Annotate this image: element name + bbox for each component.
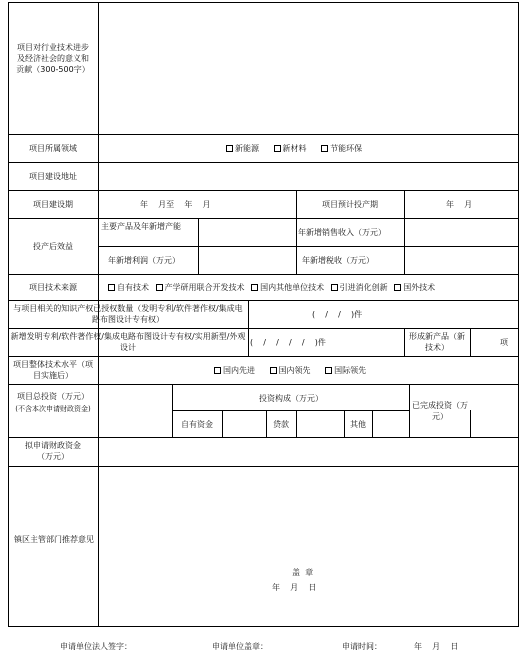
address-input[interactable] xyxy=(100,164,516,189)
main-products-label: 主要产品及年新增产能 xyxy=(101,222,181,231)
significance-input-area[interactable] xyxy=(100,4,516,132)
field-label: 项目所属领域 xyxy=(29,144,77,153)
checkbox-icon[interactable] xyxy=(214,367,221,374)
profit-input[interactable] xyxy=(200,248,294,273)
ip-label: 与项目相关的知识产权已授权数量（发明专利/软件著作权/集成电路布图设计专有权） xyxy=(13,304,243,324)
checkbox-icon[interactable] xyxy=(108,284,115,291)
tech-level-label: 项目整体技术水平（项目实施后） xyxy=(13,360,93,380)
seal-date: 年 月 日 xyxy=(272,583,317,592)
checkbox-icon[interactable] xyxy=(274,145,281,152)
tax-label: 年新增税收（万元） xyxy=(302,256,374,265)
tech-source-option-domestic[interactable]: 国内其他单位技术 xyxy=(251,282,324,293)
new-products-label: 形成新产品（新技术） xyxy=(409,332,465,352)
tech-level-option-international-leading[interactable]: 国际领先 xyxy=(325,365,366,376)
composition-label: 投资构成（万元） xyxy=(259,394,323,403)
checkbox-icon[interactable] xyxy=(325,367,332,374)
completed-label: 已完成投资（万元） xyxy=(412,401,468,421)
fiscal-label: 拟申请财政资金（万元） xyxy=(25,441,81,461)
ip-value[interactable]: ( / / )件 xyxy=(312,310,363,319)
fiscal-input[interactable] xyxy=(100,439,516,465)
apply-time-value[interactable]: 年 月 日 xyxy=(414,642,459,651)
investment-note: (不含本次申请财政资金) xyxy=(15,405,91,413)
main-products-input[interactable] xyxy=(200,220,294,245)
address-label: 项目建设地址 xyxy=(29,172,77,181)
new-ip-value[interactable]: ( / / / / )件 xyxy=(250,338,326,347)
tech-level-option-domestic-leading[interactable]: 国内领先 xyxy=(270,365,311,376)
period-label: 项目建设期 xyxy=(33,200,73,209)
sales-input[interactable] xyxy=(406,220,516,245)
tax-input[interactable] xyxy=(406,248,516,273)
checkbox-icon[interactable] xyxy=(156,284,163,291)
benefit-label: 投产后效益 xyxy=(33,242,73,251)
checkbox-icon[interactable] xyxy=(251,284,258,291)
period-value[interactable]: 年 月至 年 月 xyxy=(140,200,211,209)
investment-label: 项目总投资（万元） xyxy=(17,392,89,401)
completed-input[interactable] xyxy=(472,386,516,436)
unit-seal-label: 申请单位盖章： xyxy=(212,642,268,651)
checkbox-icon[interactable] xyxy=(270,367,277,374)
recommend-input-area[interactable] xyxy=(100,468,516,624)
field-option-new-material[interactable]: 新材料 xyxy=(274,143,307,154)
legal-rep-label: 申请单位法人签字： xyxy=(60,642,132,651)
tech-source-option-own[interactable]: 自有技术 xyxy=(108,282,149,293)
own-funds-label: 自有资金 xyxy=(181,420,213,429)
loan-label: 贷款 xyxy=(273,420,289,429)
checkbox-icon[interactable] xyxy=(321,145,328,152)
field-option-energy-saving[interactable]: 节能环保 xyxy=(321,143,362,154)
expected-output-label: 项目预计投产期 xyxy=(322,200,378,209)
tech-source-option-joint[interactable]: 产学研用联合开发技术 xyxy=(156,282,245,293)
recommend-label: 镇区主管部门推荐意见 xyxy=(14,535,94,544)
checkbox-icon[interactable] xyxy=(226,145,233,152)
apply-time-label: 申请时间： xyxy=(342,642,382,651)
checkbox-icon[interactable] xyxy=(331,284,338,291)
other-label: 其他 xyxy=(350,420,366,429)
new-ip-label: 新增发明专利/软件著作权/集成电路布图设计专有权/实用新型/外观设计 xyxy=(10,332,246,352)
tech-source-option-introduced[interactable]: 引进消化创新 xyxy=(331,282,388,293)
field-option-new-energy[interactable]: 新能源 xyxy=(226,143,259,154)
profit-label: 年新增利润（万元） xyxy=(108,256,180,265)
tech-source-options xyxy=(108,282,439,293)
seal-label: 盖 章 xyxy=(292,568,314,577)
expected-output-value[interactable]: 年 月 xyxy=(446,200,473,209)
tech-source-label: 项目技术来源 xyxy=(29,283,77,292)
field-options xyxy=(226,143,374,154)
tech-level-options xyxy=(214,365,378,376)
checkbox-icon[interactable] xyxy=(394,284,401,291)
significance-label: 项目对行业技术进步及经济社会的意义和贡献（300-500字） xyxy=(16,43,90,74)
new-products-unit: 项 xyxy=(500,338,508,347)
tech-source-option-foreign[interactable]: 国外技术 xyxy=(394,282,435,293)
tech-level-option-domestic-advanced[interactable]: 国内先进 xyxy=(214,365,255,376)
sales-label: 年新增销售收入（万元） xyxy=(298,228,386,237)
investment-input[interactable] xyxy=(100,386,170,436)
